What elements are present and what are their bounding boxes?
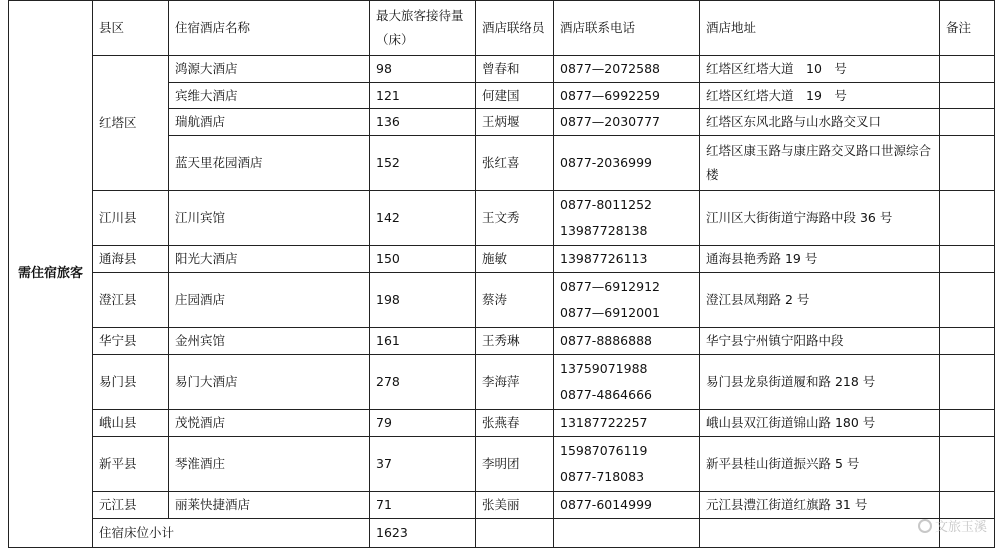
address-cell: 峨山县双江街道锦山路 180 号 [700, 410, 940, 437]
phone-line: 13759071988 [560, 361, 648, 376]
phone-cell: 0877—6992259 [554, 83, 700, 109]
contact-cell: 张红喜 [476, 136, 554, 191]
phone-cell: 0877-8886888 [554, 328, 700, 355]
hotel-cell: 鸿源大酒店 [169, 56, 370, 83]
header-contact: 酒店联络员 [476, 1, 554, 56]
county-cell: 新平县 [93, 437, 169, 492]
county-cell: 峨山县 [93, 410, 169, 437]
county-cell: 红塔区 [93, 56, 169, 191]
logo-icon [918, 519, 932, 533]
contact-cell: 王秀琳 [476, 328, 554, 355]
phone-cell [554, 355, 700, 410]
remark-cell [940, 109, 995, 136]
hotel-cell: 瑞航酒店 [169, 109, 370, 136]
capacity-cell: 71 [370, 492, 476, 519]
address-cell: 元江县澧江街道红旗路 31 号 [700, 492, 940, 519]
contact-cell: 施敏 [476, 246, 554, 273]
address-cell: 通海县艳秀路 19 号 [700, 246, 940, 273]
phone-line: 0877-718083 [560, 469, 645, 484]
total-row [9, 519, 995, 548]
table-row [9, 328, 995, 355]
hotel-cell: 阳光大酒店 [169, 246, 370, 273]
hotel-cell: 琴淮酒庄 [169, 437, 370, 492]
county-cell: 易门县 [93, 355, 169, 410]
header-county: 县区 [93, 1, 169, 56]
phone-line: 0877—6912001 [560, 305, 660, 320]
contact-cell: 张美丽 [476, 492, 554, 519]
capacity-cell: 37 [370, 437, 476, 492]
table-row [9, 191, 995, 246]
address-cell: 红塔区红塔大道 19 号 [700, 83, 940, 109]
county-cell: 元江县 [93, 492, 169, 519]
capacity-cell: 79 [370, 410, 476, 437]
county-cell: 通海县 [93, 246, 169, 273]
capacity-cell: 278 [370, 355, 476, 410]
header-capacity: 最大旅客接待量（床） [370, 1, 476, 56]
total-label: 住宿床位小计 [93, 519, 370, 548]
capacity-cell: 150 [370, 246, 476, 273]
header-remark: 备注 [940, 1, 995, 56]
hotel-table [8, 0, 995, 548]
capacity-cell: 98 [370, 56, 476, 83]
contact-cell: 李明团 [476, 437, 554, 492]
remark-cell [940, 83, 995, 109]
hotel-cell: 丽莱快捷酒店 [169, 492, 370, 519]
table-row [9, 492, 995, 519]
total-value: 1623 [370, 519, 476, 548]
remark-cell [940, 492, 995, 519]
phone-cell [554, 437, 700, 492]
phone-cell [554, 191, 700, 246]
hotel-cell: 蓝天里花园酒店 [169, 136, 370, 191]
hotel-cell: 宾维大酒店 [169, 83, 370, 109]
capacity-cell: 198 [370, 273, 476, 328]
watermark-text: 文旅玉溪 [934, 520, 987, 535]
contact-cell: 张燕春 [476, 410, 554, 437]
address-cell: 澄江县凤翔路 2 号 [700, 273, 940, 328]
phone-line: 0877—6912912 [560, 279, 660, 294]
address-cell: 易门县龙泉街道履和路 218 号 [700, 355, 940, 410]
table-row [9, 410, 995, 437]
remark-cell [940, 328, 995, 355]
remark-cell [940, 56, 995, 83]
address-cell: 新平县桂山街道振兴路 5 号 [700, 437, 940, 492]
contact-cell: 王炳堰 [476, 109, 554, 136]
phone-line: 0877-8011252 [560, 197, 652, 212]
county-cell: 华宁县 [93, 328, 169, 355]
phone-cell: 13987726113 [554, 246, 700, 273]
address-cell: 红塔区康玉路与康庄路交叉路口世源综合楼 [700, 136, 940, 191]
header-hotel: 住宿酒店名称 [169, 1, 370, 56]
contact-cell: 曾春和 [476, 56, 554, 83]
header-row [9, 1, 995, 56]
hotel-cell: 江川宾馆 [169, 191, 370, 246]
remark-cell [940, 246, 995, 273]
address-cell: 红塔区东风北路与山水路交叉口 [700, 109, 940, 136]
table-row [9, 273, 995, 328]
phone-line: 13987728138 [560, 223, 648, 238]
phone-cell: 13187722257 [554, 410, 700, 437]
address-cell: 华宁县宁州镇宁阳路中段 [700, 328, 940, 355]
table-row [9, 56, 995, 83]
contact-cell: 何建国 [476, 83, 554, 109]
phone-cell: 0877-2036999 [554, 136, 700, 191]
watermark [918, 516, 987, 535]
header-phone: 酒店联系电话 [554, 1, 700, 56]
hotel-cell: 茂悦酒店 [169, 410, 370, 437]
phone-cell: 0877—2072588 [554, 56, 700, 83]
capacity-cell: 121 [370, 83, 476, 109]
remark-cell [940, 437, 995, 492]
remark-cell [940, 136, 995, 191]
table-row [9, 246, 995, 273]
capacity-cell: 152 [370, 136, 476, 191]
phone-line: 15987076119 [560, 443, 648, 458]
county-cell: 江川县 [93, 191, 169, 246]
total-empty [554, 519, 700, 548]
hotel-cell: 庄园酒店 [169, 273, 370, 328]
capacity-cell: 136 [370, 109, 476, 136]
address-cell: 江川区大街街道宁海路中段 36 号 [700, 191, 940, 246]
total-empty [476, 519, 554, 548]
phone-cell [554, 273, 700, 328]
hotel-cell: 易门大酒店 [169, 355, 370, 410]
address-cell: 红塔区红塔大道 10 号 [700, 56, 940, 83]
remark-cell [940, 410, 995, 437]
county-cell: 澄江县 [93, 273, 169, 328]
hotel-cell: 金州宾馆 [169, 328, 370, 355]
table-row [9, 437, 995, 492]
header-address: 酒店地址 [700, 1, 940, 56]
remark-cell [940, 355, 995, 410]
phone-cell: 0877-6014999 [554, 492, 700, 519]
table-row [9, 355, 995, 410]
contact-cell: 蔡涛 [476, 273, 554, 328]
contact-cell: 王文秀 [476, 191, 554, 246]
contact-cell: 李海萍 [476, 355, 554, 410]
capacity-cell: 161 [370, 328, 476, 355]
phone-cell: 0877—2030777 [554, 109, 700, 136]
category-label: 需住宿旅客 [9, 1, 93, 548]
remark-cell [940, 191, 995, 246]
total-empty [700, 519, 940, 548]
phone-line: 0877-4864666 [560, 387, 652, 402]
capacity-cell: 142 [370, 191, 476, 246]
remark-cell [940, 273, 995, 328]
